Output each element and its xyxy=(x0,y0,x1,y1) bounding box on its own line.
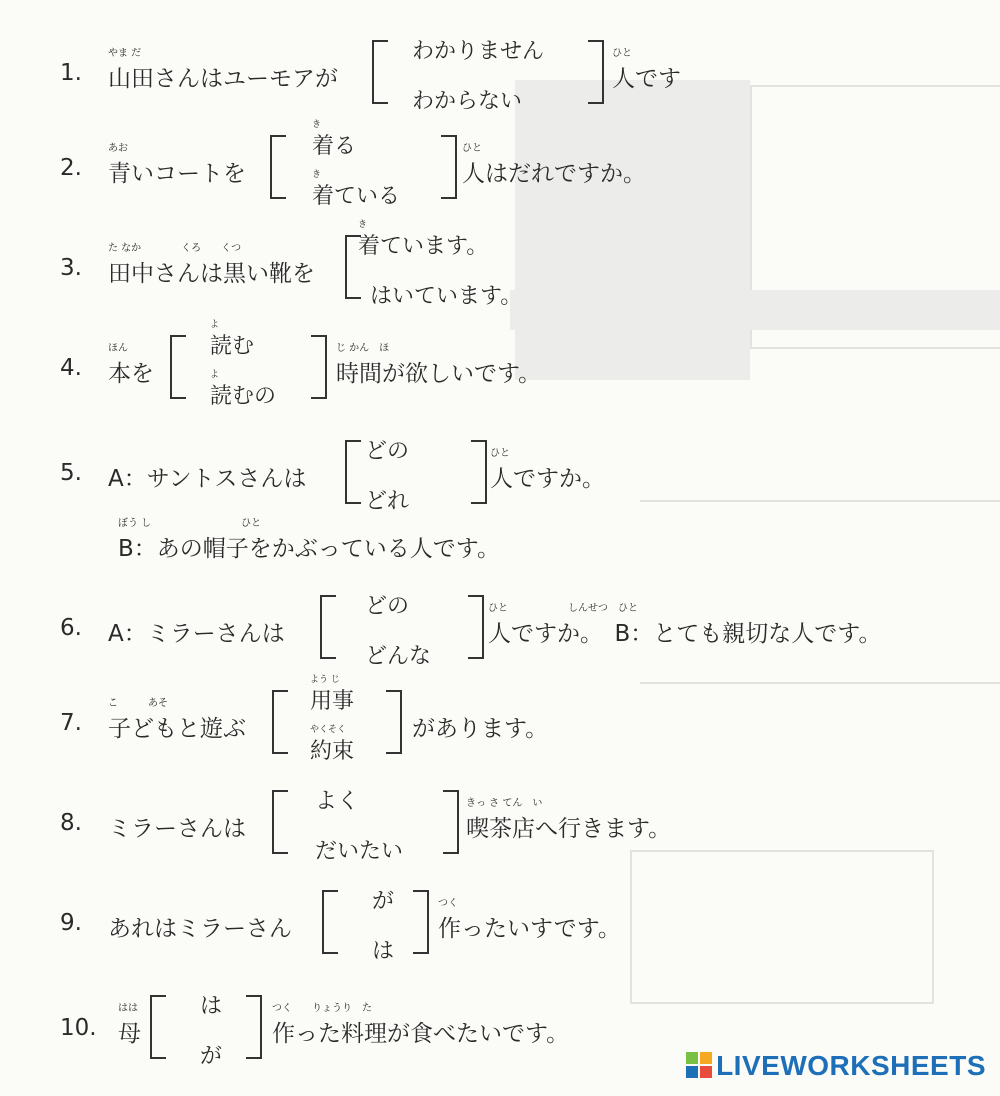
bracket-left xyxy=(320,595,336,659)
option-2[interactable]: わからない xyxy=(412,89,523,114)
question-number: 5. xyxy=(60,460,82,486)
question-number: 7. xyxy=(60,710,82,736)
furigana: ほん xyxy=(108,343,128,354)
option-2[interactable]: どんな xyxy=(365,644,432,669)
question-text: 田中さんは黒い靴を xyxy=(108,261,315,287)
furigana: はは xyxy=(118,1003,138,1014)
question-number: 8. xyxy=(60,810,82,836)
option-2[interactable]: 約束 xyxy=(310,739,355,764)
option-furigana: よ xyxy=(210,370,220,380)
liveworksheets-badge-icon xyxy=(686,1052,712,1078)
option-1[interactable]: 用事 xyxy=(310,689,355,714)
option-2[interactable]: は xyxy=(372,939,395,964)
option-1[interactable]: 着る xyxy=(312,134,357,159)
option-furigana: よう じ xyxy=(310,675,340,685)
option-2[interactable]: が xyxy=(200,1044,223,1069)
bracket-left xyxy=(372,40,388,104)
question-number: 6. xyxy=(60,615,82,641)
question-text-after: 人ですか。 xyxy=(490,466,605,492)
bracket-right xyxy=(441,135,457,199)
question-text-after: 時間が欲しいです。 xyxy=(336,361,542,387)
question-3 xyxy=(0,220,1000,325)
question-text: 青いコートを xyxy=(108,161,246,187)
question-text-after: 作った料理が食べたいです。 xyxy=(272,1021,570,1047)
question-number: 9. xyxy=(60,910,82,936)
furigana: ぼう し ひと xyxy=(118,518,262,529)
question-text: あれはミラーさん xyxy=(108,916,292,942)
question-4 xyxy=(0,320,1000,425)
furigana: つく xyxy=(438,898,458,909)
question-text-after: 人はだれですか。 xyxy=(462,161,646,187)
bracket-left xyxy=(345,440,361,504)
question-text-after: 人ですか。 B：とても親切な人です。 xyxy=(488,621,882,647)
bracket-left xyxy=(150,995,166,1059)
question-7 xyxy=(0,675,1000,780)
bracket-right xyxy=(443,790,459,854)
question-text-after: 作ったいすです。 xyxy=(438,916,621,942)
bracket-left xyxy=(272,690,288,754)
question-text: ミラーさんは xyxy=(108,816,246,842)
option-1[interactable]: どの xyxy=(365,594,410,619)
liveworksheets-logo xyxy=(686,1050,986,1082)
question-9 xyxy=(0,880,1000,980)
question-text: 子どもと遊ぶ xyxy=(108,716,246,742)
furigana: ひと xyxy=(612,48,632,59)
question-number: 2. xyxy=(60,155,82,181)
bracket-right xyxy=(413,890,429,954)
furigana: ひと しんせつ ひと xyxy=(488,603,638,614)
question-number: 10. xyxy=(60,1015,97,1041)
bracket-left xyxy=(322,890,338,954)
bracket-right xyxy=(468,595,484,659)
bracket-left xyxy=(170,335,186,399)
question-6 xyxy=(0,585,1000,685)
furigana: じ かん ほ xyxy=(336,343,390,354)
question-text-after: があります。 xyxy=(412,716,549,742)
furigana: きっ さ てん い xyxy=(466,798,543,809)
option-2[interactable]: 読むの xyxy=(210,384,277,409)
option-1[interactable]: どの xyxy=(365,439,410,464)
option-2[interactable]: 着ている xyxy=(312,184,401,209)
bracket-right xyxy=(588,40,604,104)
option-2[interactable]: どれ xyxy=(365,489,410,514)
question-1 xyxy=(0,30,1000,130)
question-8 xyxy=(0,780,1000,880)
bracket-left xyxy=(272,790,288,854)
furigana: た なか くろ くつ xyxy=(108,243,242,254)
question-text-after: 喫茶店へ行きます。 xyxy=(466,816,672,842)
furigana: あお xyxy=(108,143,128,154)
option-furigana: き xyxy=(312,170,322,180)
question-text: 山田さんはユーモアが xyxy=(108,66,338,92)
bracket-left xyxy=(270,135,286,199)
question-text: A：サントスさんは xyxy=(108,466,307,492)
furigana: こ あそ xyxy=(108,698,168,709)
furigana: つく りょうり た xyxy=(272,1003,372,1014)
furigana: やま だ xyxy=(108,48,142,59)
bracket-right xyxy=(471,440,487,504)
bracket-right xyxy=(311,335,327,399)
question-5 xyxy=(0,430,1000,562)
question-text: 本を xyxy=(108,361,154,387)
answer-line: B：あの帽子をかぶっている人です。 xyxy=(118,536,500,562)
furigana: ひと xyxy=(490,448,510,459)
option-2[interactable]: はいています。 xyxy=(370,284,523,309)
bracket-right xyxy=(246,995,262,1059)
logo-text: LIVEWORKSHEETS xyxy=(716,1050,986,1081)
question-number: 3. xyxy=(60,255,82,281)
option-furigana: よ xyxy=(210,320,220,330)
question-text: 母 xyxy=(118,1021,141,1047)
question-2 xyxy=(0,120,1000,225)
option-1[interactable]: は xyxy=(200,994,223,1019)
question-text: A：ミラーさんは xyxy=(108,621,285,647)
option-2[interactable]: だいたい xyxy=(315,839,404,864)
option-furigana: き xyxy=(358,220,368,230)
option-1[interactable]: 読む xyxy=(210,334,255,359)
option-1[interactable]: 着ています。 xyxy=(358,234,489,259)
question-number: 4. xyxy=(60,355,82,381)
option-furigana: やくそく xyxy=(310,725,347,735)
question-text-after: 人です xyxy=(612,66,681,92)
bracket-right xyxy=(386,690,402,754)
question-number: 1. xyxy=(60,60,82,86)
option-1[interactable]: わかりません xyxy=(412,39,545,64)
option-1[interactable]: よく xyxy=(315,789,360,814)
option-1[interactable]: が xyxy=(372,889,395,914)
option-furigana: き xyxy=(312,120,322,130)
furigana: ひと xyxy=(462,143,482,154)
